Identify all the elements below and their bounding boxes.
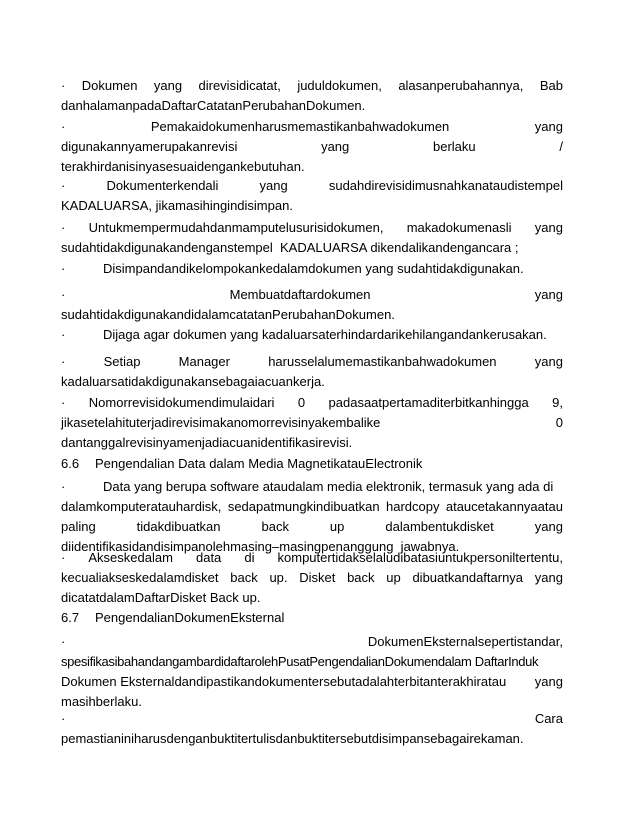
text-line: dantanggalrevisinyamenjadiacuanidentifikasirevisi. — [61, 435, 353, 450]
text-line: terakhirdanisinyasesuaidengankebutuhan. — [61, 159, 305, 174]
text-line: pemastianiniharusdenganbuktitertulisdanbuktitersebutdisimpansebagairekaman. — [61, 731, 524, 746]
text-line: · Pemakaidokumenharusmemastikanbahwadokumen yang — [61, 117, 563, 137]
text-line: sudahtidakdigunakandidalamcatatanPerubahanDokumen. — [61, 307, 395, 322]
bullet: · — [61, 261, 66, 276]
paragraph-keep-safe — [61, 325, 563, 345]
bullet: · — [61, 78, 66, 93]
text-line: KADALUARSA, jikamasihingindisimpan. — [61, 198, 293, 213]
text-line: sudahtidakdigunakandenganstempel KADALUARSA dikendalikandengancara ; — [61, 240, 519, 255]
bullet: · — [61, 550, 66, 565]
paragraph-electronic-data — [61, 477, 563, 557]
text-line: spesifikasibahandangambardidaftarolehPusatPengendalianDokumendalam DaftarInduk — [61, 654, 539, 669]
paragraph-document-user — [61, 117, 563, 177]
text-line: kecualiakseskedalamdisket back up. Disket back up dibuatkandaftarnya yang — [61, 570, 563, 585]
text-line: Dokumen Eksternaldandipastikandokumentersebutadalahterbitanterakhiratau yang — [61, 674, 563, 689]
text-line: · Dokumenterkendali yang sudahdirevisidimusnahkanataudistempel — [61, 176, 563, 196]
bullet: · — [61, 634, 66, 649]
text-line: · Setiap Manager harusselalumemastikanbahwadokumen yang — [61, 352, 563, 372]
section-title: Pengendalian Data dalam Media MagnetikatauElectronik — [95, 456, 423, 471]
text-line: dicatatdalamDaftarDisket Back up. — [61, 590, 261, 605]
section-title: PengendalianDokumenEksternal — [95, 610, 285, 625]
paragraph-make-list — [61, 285, 563, 325]
text-line: · DokumenEksternalsepertistandar, — [61, 632, 563, 652]
paragraph-trace-document — [61, 218, 563, 258]
text-line: · Untukmempermudahdanmamputelusurisidokumen, makadokumenasli yang — [61, 218, 563, 238]
text-line: · Disimpandandikelompokankedalamdokumen yang sudahtidakdigunakan. — [61, 259, 563, 279]
paragraph-store-group — [61, 259, 563, 279]
text-line: · Membuatdaftardokumen yang — [61, 285, 563, 305]
text-line: danhalamanpadaDaftarCatatanPerubahanDokumen. — [61, 98, 366, 113]
text-line: dalamkomputeratauhardisk, sedapatmungkindibuatkan hardcopy ataucetakannyaatau — [61, 499, 563, 514]
section-number: 6.6 — [61, 456, 80, 471]
text-line: · Dijaga agar dokumen yang kadaluarsaterhindardarikehilangandankerusakan. — [61, 325, 563, 345]
text-line: · Dokumen yang direvisidicatat, juduldokumen, alasanperubahannya, Bab — [61, 76, 563, 96]
paragraph-revision-record — [61, 76, 563, 116]
paragraph-access — [61, 548, 563, 608]
text-line: · Cara — [61, 709, 563, 729]
text-line: digunakannyamerupakanrevisi yang berlaku / — [61, 139, 563, 154]
text-line: · Nomorrevisidokumendimulaidari 0 padasaatpertamaditerbitkanhingga 9, — [61, 393, 563, 413]
paragraph-assurance — [61, 709, 563, 749]
text-line: diidentifikasidandisimpanolehmasing–masingpenanggung jawabnya. — [61, 539, 460, 554]
text-line: paling tidakdibuatkan back up dalambentukdisket yang — [61, 519, 563, 534]
bullet: · — [61, 178, 66, 193]
bullet: · — [61, 119, 66, 134]
section-heading-6-7 — [61, 608, 284, 628]
text-line: jikasetelahituterjadirevisimakanomorrevisinyakembalike 0 — [61, 415, 563, 430]
bullet: · — [61, 395, 66, 410]
bullet: · — [61, 327, 66, 342]
paragraph-controlled-document — [61, 176, 563, 216]
bullet: · — [61, 220, 66, 235]
text-line: · Akseskedalam data di komputertidakselaludibatasiuntukpersoniltertentu, — [61, 548, 563, 568]
section-number: 6.7 — [61, 610, 80, 625]
text-line: · Data yang berupa software ataudalam media elektronik, termasuk yang ada di — [61, 477, 563, 497]
text-line: kadaluarsatidakdigunakansebagaiacuankerja. — [61, 374, 325, 389]
section-heading-6-6 — [61, 454, 422, 474]
bullet: · — [61, 711, 66, 726]
text-line: masihberlaku. — [61, 694, 142, 709]
paragraph-external-documents — [61, 632, 563, 712]
paragraph-manager — [61, 352, 563, 392]
bullet: · — [61, 287, 66, 302]
bullet: · — [61, 354, 66, 369]
paragraph-revision-number — [61, 393, 563, 453]
bullet: · — [61, 479, 66, 494]
